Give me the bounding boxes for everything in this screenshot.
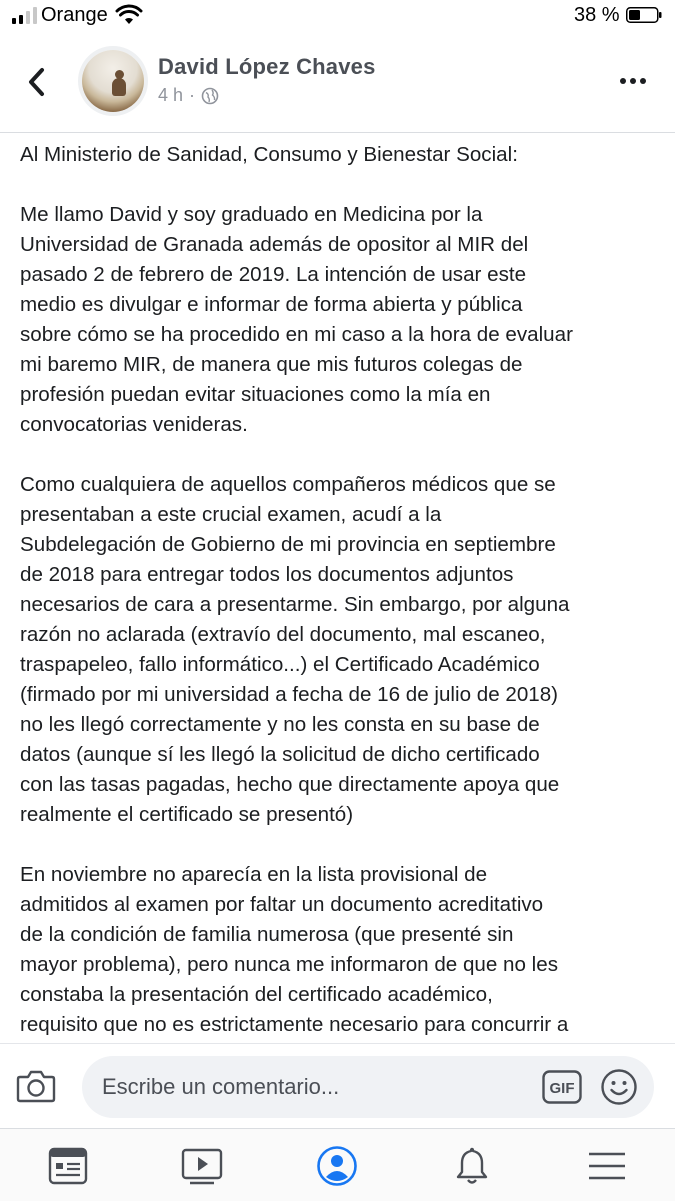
avatar[interactable] [82,50,144,112]
chevron-left-icon[interactable] [22,62,54,102]
battery-percentage: 38 % [574,4,620,26]
separator-dot: · [189,85,196,105]
post-paragraph: En noviembre no aparecía en la lista provisional de admitidos al examen por faltar un documento acreditativo de la condición de familia numerosa (que presenté sin mayor problema), pero nunca me informaron de que no les constaba la presentación del certificado académico, requisito que no es estrictamente necesario para concurrir a [20,863,569,1036]
camera-icon[interactable] [16,1069,56,1103]
comment-bar [0,1043,675,1128]
post-body [20,140,660,1040]
gif-button[interactable] [542,1070,582,1104]
status-bar [0,0,675,32]
author-name[interactable]: David López Chaves [158,54,376,79]
comment-input[interactable] [82,1056,654,1118]
profile-icon[interactable] [315,1145,359,1187]
post-meta [158,85,219,106]
post-header [0,40,675,133]
signal-icon [12,6,37,24]
emoji-icon[interactable] [600,1068,638,1106]
post-paragraph: Como cualquiera de aquellos compañeros médicos que se presentaban a este crucial examen, acudí a la Subdelegación de Gobierno de mi provincia en septiembre de 2018 para entregar todos los documentos adjuntos necesarios de cara a presentarme. Sin embargo, por alguna razón no aclarada (extravío del documento, mal escaneo, traspapeleo, fallo informático...) el Certificado Académico (firmado por mi universidad a fecha de 16 de julio de 2018) no les llegó correctamente y no les consta en su base de datos (aunque sí les llegó la solicitud de dicho certificado con las tasas pagadas, hecho que directamente apoya que realmente el certificado se presentó) [20,473,570,826]
post-time[interactable]: 4 h [158,85,184,105]
battery-icon [626,7,662,23]
menu-icon[interactable] [585,1145,629,1187]
news-feed-icon[interactable] [46,1145,90,1187]
post-paragraph: Me llamo David y soy graduado en Medicina por la Universidad de Granada además de opositor al MIR del pasado 2 de febrero de 2019. La intención de usar este medio es divulgar e informar de forma abierta y pública sobre cómo se ha procedido en mi caso a la hora de evaluar mi baremo MIR, de manera que mis futuros colegas de profesión puedan evitar situaciones como la mía en convocatorias venideras. [20,203,573,436]
video-icon[interactable] [180,1145,224,1187]
carrier-name: Orange [41,4,108,26]
wifi-icon [116,5,142,25]
comment-placeholder: Escribe un comentario... [102,1074,340,1099]
post-paragraph: Al Ministerio de Sanidad, Consumo y Bienestar Social: [20,143,518,166]
bell-icon[interactable] [450,1145,494,1187]
tab-bar [0,1128,675,1201]
more-icon[interactable] [620,74,652,88]
globe-icon [201,87,219,105]
gif-label: GIF [549,1080,575,1097]
